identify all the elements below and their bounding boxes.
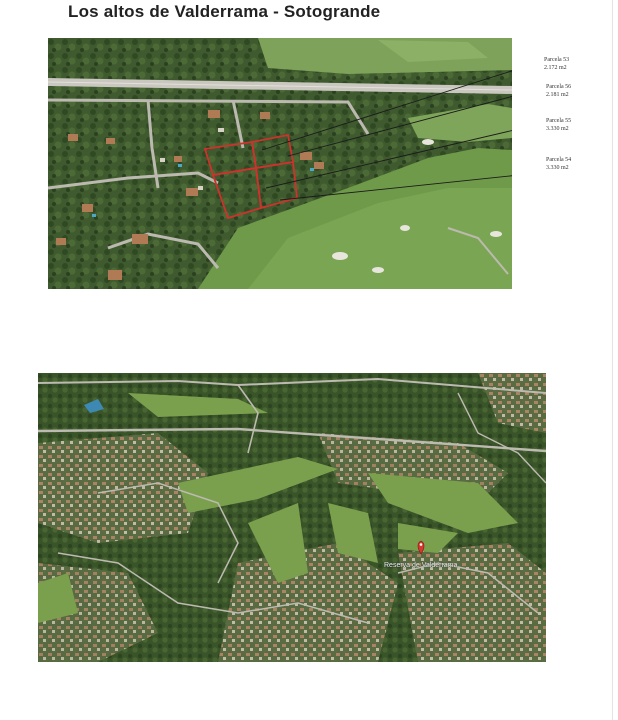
map-pin-label: Reserva de Valderrama [384,562,458,569]
parcel-name: Parcela 56 [546,84,572,90]
parcel-name: Parcela 54 [546,157,572,163]
parcel-area: 3.330 m2 [546,126,569,132]
parcel-area: 3.330 m2 [546,165,569,171]
aerial-image-parcels [48,38,512,289]
aerial-map-overview [38,373,546,662]
parcel-callout-55 [546,117,571,133]
page-title: Los altos de Valderrama - Sotogrande [68,2,381,21]
parcel-name: Parcela 55 [546,118,572,124]
aerial-map-parcels [48,38,512,289]
parcel-name: Parcela 53 [544,57,570,63]
page-edge-line [612,0,613,720]
parcel-callout-54 [546,156,571,172]
parcel-callout-56 [546,83,571,99]
aerial-image-overview [38,373,546,662]
parcel-callout-53 [544,56,569,72]
parcel-area: 2.181 m2 [546,92,569,98]
parcel-area: 2.172 m2 [544,65,567,71]
